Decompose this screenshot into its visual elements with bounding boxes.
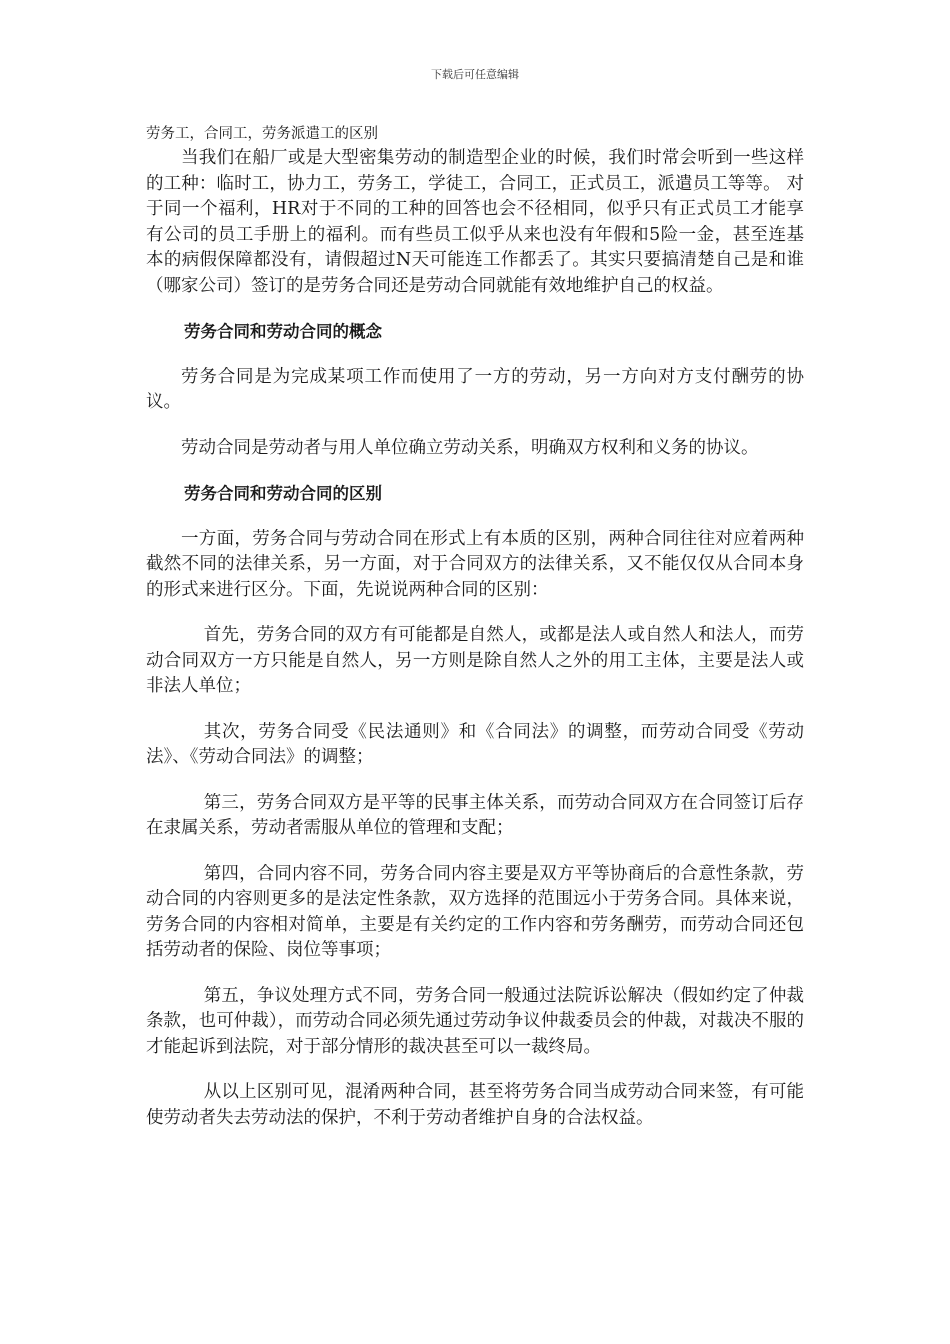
document-title: 劳务工，合同工，劳务派遣工的区别: [146, 126, 378, 142]
intro-paragraph: 当我们在船厂或是大型密集劳动的制造型企业的时候，我们时常会听到一些这样的工种：临时工，协力工，劳务工，学徒工，合同工，正式员工，派遣员工等等。 对于同一个福利，HR对于不同的工种的回答也会不径相同，似乎只有正式员工才能享有公司的员工手册上的福利。而有些员工似乎从来也没有年假和5险一金，甚至连基本的病假保障都没有，请假超过N天可能连工作都丢了。其实只要搞清楚自己是和谁（哪家公司）签订的是劳务合同还是劳动合同就能有效地维护自己的权益。: [146, 148, 804, 296]
paragraph-difference-fifth: 第五，争议处理方式不同，劳务合同一般通过法院诉讼解决（假如约定了仲裁条款，也可仲裁），而劳动合同必须先通过劳动争议仲裁委员会的仲裁，对裁决不服的才能起诉到法院，对于部分情形的裁决甚至可以一裁终局。: [146, 985, 804, 1057]
paragraph-difference-fourth: 第四，合同内容不同，劳务合同内容主要是双方平等协商后的合意性条款，劳动合同的内容则更多的是法定性条款，双方选择的范围远小于劳务合同。具体来说，劳务合同的内容相对简单，主要是有关约定的工作内容和劳务酬劳，而劳动合同还包括劳动者的保险、岗位等事项；: [146, 863, 804, 960]
section-heading-differences: 劳务合同和劳动合同的区别: [184, 484, 382, 503]
paragraph-conclusion: 从以上区别可见，混淆两种合同，甚至将劳务合同当成劳动合同来签，有可能使劳动者失去劳动法的保护，不利于劳动者维护自身的合法权益。: [146, 1082, 804, 1128]
paragraph-differences-intro: 一方面，劳务合同与劳动合同在形式上有本质的区别，两种合同往往对应着两种截然不同的法律关系，另一方面，对于合同双方的法律关系，又不能仅仅从合同本身的形式来进行区分。下面，先说说两种合同的区别：: [146, 528, 804, 600]
section-heading-concepts: 劳务合同和劳动合同的概念: [184, 322, 382, 341]
paragraph-difference-third: 第三，劳务合同双方是平等的民事主体关系，而劳动合同双方在合同签订后存在隶属关系，劳动者需服从单位的管理和支配；: [146, 792, 804, 838]
paragraph-labor-service-definition: 劳务合同是为完成某项工作而使用了一方的劳动，另一方向对方支付酬劳的协议。: [146, 366, 804, 412]
paragraph-labor-contract-definition: 劳动合同是劳动者与用人单位确立劳动关系，明确双方权利和义务的协议。: [181, 437, 759, 458]
paragraph-difference-first: 首先，劳务合同的双方有可能都是自然人，或都是法人或自然人和法人，而劳动合同双方一方只能是自然人，另一方则是除自然人之外的用工主体，主要是法人或非法人单位；: [146, 625, 804, 696]
document-body: [146, 122, 804, 1131]
paragraph-difference-second: 其次，劳务合同受《民法通则》和《合同法》的调整，而劳动合同受《劳动法》、《劳动合同法》的调整；: [146, 721, 804, 767]
page-header-note: 下载后可任意编辑: [431, 68, 519, 81]
